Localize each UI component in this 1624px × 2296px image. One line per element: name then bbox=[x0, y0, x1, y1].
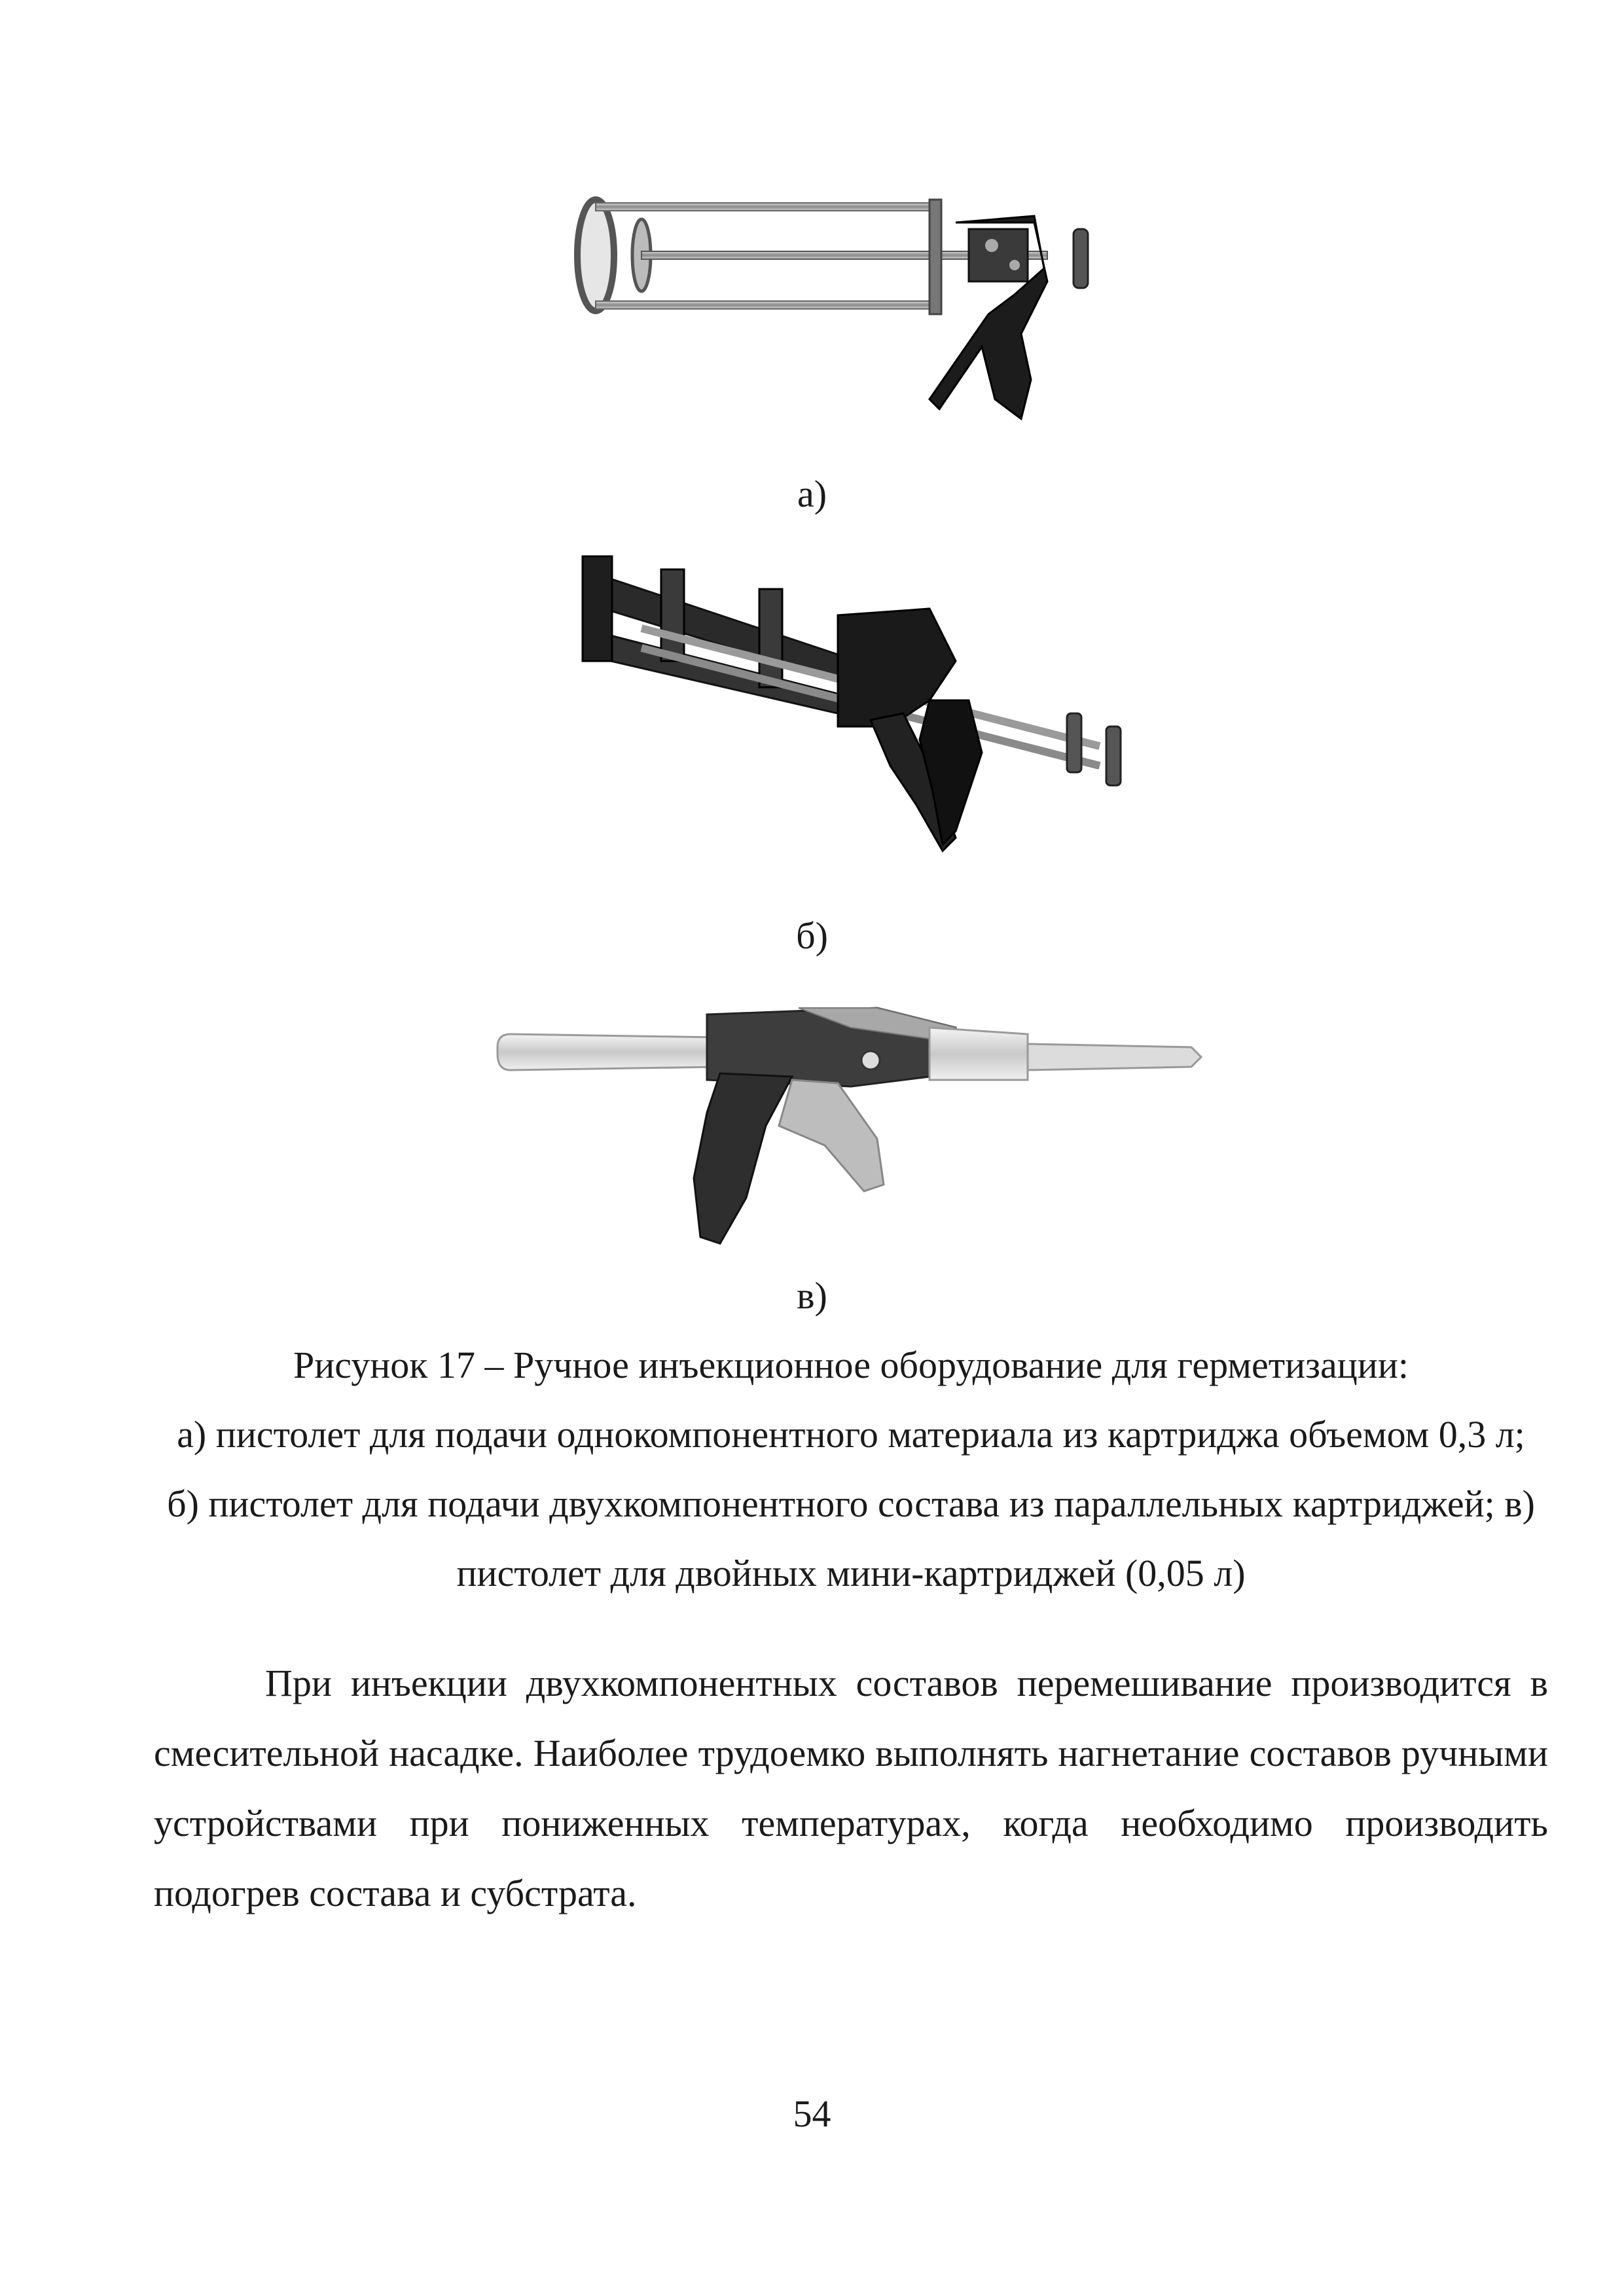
caption-line-2: а) пистолет для подачи однокомпонентного материала из картриджа объемом 0,3 л; bbox=[177, 1413, 1525, 1456]
dual-cartridge-gun-image bbox=[563, 530, 1152, 897]
caption-line-1: Рисунок 17 – Ручное инъекционное оборудование для герметизации: bbox=[293, 1344, 1409, 1386]
caption-line-4: пистолет для двойных мини-картриджей (0,05 л) bbox=[456, 1552, 1246, 1594]
figure-a-label: а) bbox=[797, 473, 827, 515]
mini-dual-cartridge-gun-image bbox=[484, 982, 1211, 1257]
page-number: 54 bbox=[793, 2092, 831, 2135]
single-cartridge-gun-image bbox=[563, 183, 1165, 445]
figure-caption bbox=[151, 1331, 1551, 1608]
figure-c-label: в) bbox=[797, 1274, 827, 1317]
caption-line-3: б) пистолет для подачи двухкомпонентного состава из параллельных картриджей; в) bbox=[167, 1482, 1535, 1525]
body-paragraph: При инъекции двухкомпонентных составов перемешивание производится в смесительной насадке. Наиболее трудоемко выполнять нагнетание составов ручными устройствами при пониженных температурах, когда необходимо производить подогрев состава и субстрата. bbox=[154, 1662, 1548, 1914]
figure-b-label: б) bbox=[796, 914, 828, 957]
